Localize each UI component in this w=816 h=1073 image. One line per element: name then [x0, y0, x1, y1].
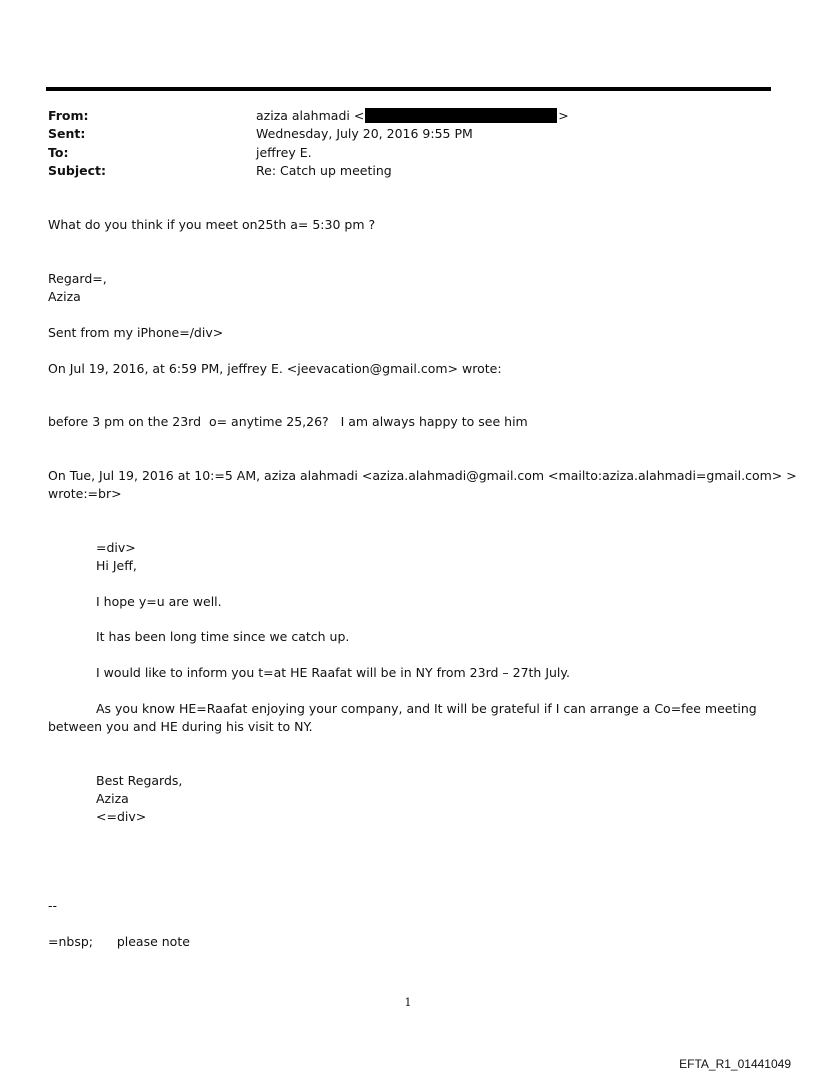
to-value: jeffrey E. — [256, 145, 312, 160]
div-open: =div> — [96, 540, 136, 555]
subject-label: Subject: — [48, 163, 106, 178]
subject-value: Re: Catch up meeting — [256, 163, 392, 178]
paragraph-3: I would like to inform you t=at HE Raafat will be in NY from 23rd – 27th July. — [96, 665, 570, 680]
to-label: To: — [48, 145, 69, 160]
from-close: > — [558, 108, 569, 123]
sent-from: Sent from my iPhone=/div> — [48, 325, 224, 340]
page-number: 1 — [404, 996, 412, 1009]
paragraph-4-line-2: between you and HE during his visit to NY. — [48, 719, 313, 734]
best-regards: Best Regards, — [96, 773, 183, 788]
body-line-1: What do you think if you meet on25th a= 5:30 pm ? — [48, 217, 376, 232]
quote1-text: before 3 pm on the 23rd o= anytime 25,26? I am always happy to see him — [48, 414, 528, 429]
signature-name: Aziza — [96, 791, 129, 806]
document-id: EFTA_R1_01441049 — [679, 1057, 791, 1071]
sent-value: Wednesday, July 20, 2016 9:55 PM — [256, 126, 473, 141]
quote1-header: On Jul 19, 2016, at 6:59 PM, jeffrey E. <jeevacation@gmail.com> wrote: — [48, 361, 502, 376]
div-close: <=div> — [96, 809, 147, 824]
redaction-box — [365, 108, 557, 123]
sender-name: Aziza — [48, 289, 81, 304]
quote2-header-2: wrote:=br> — [48, 486, 122, 501]
from-name: aziza alahmadi < — [256, 108, 365, 123]
paragraph-1: I hope y=u are well. — [96, 594, 222, 609]
from-value — [256, 108, 569, 123]
nbsp-note: =nbsp; please note — [48, 934, 190, 949]
quote2-header-1: On Tue, Jul 19, 2016 at 10:=5 AM, aziza alahmadi <aziza.alahmadi@gmail.com <mailto:aziza.alahmadi=gmail.com> > — [48, 468, 797, 483]
paragraph-4-line-1: As you know HE=Raafat enjoying your company, and It will be grateful if I can arrange a Co=fee meeting — [96, 701, 757, 716]
regards: Regard=, — [48, 271, 107, 286]
greeting: Hi Jeff, — [96, 558, 137, 573]
header-rule — [46, 87, 771, 91]
paragraph-2: It has been long time since we catch up. — [96, 629, 350, 644]
sent-label: Sent: — [48, 126, 86, 141]
from-label: From: — [48, 108, 89, 123]
signature-dashes: -- — [48, 898, 58, 913]
